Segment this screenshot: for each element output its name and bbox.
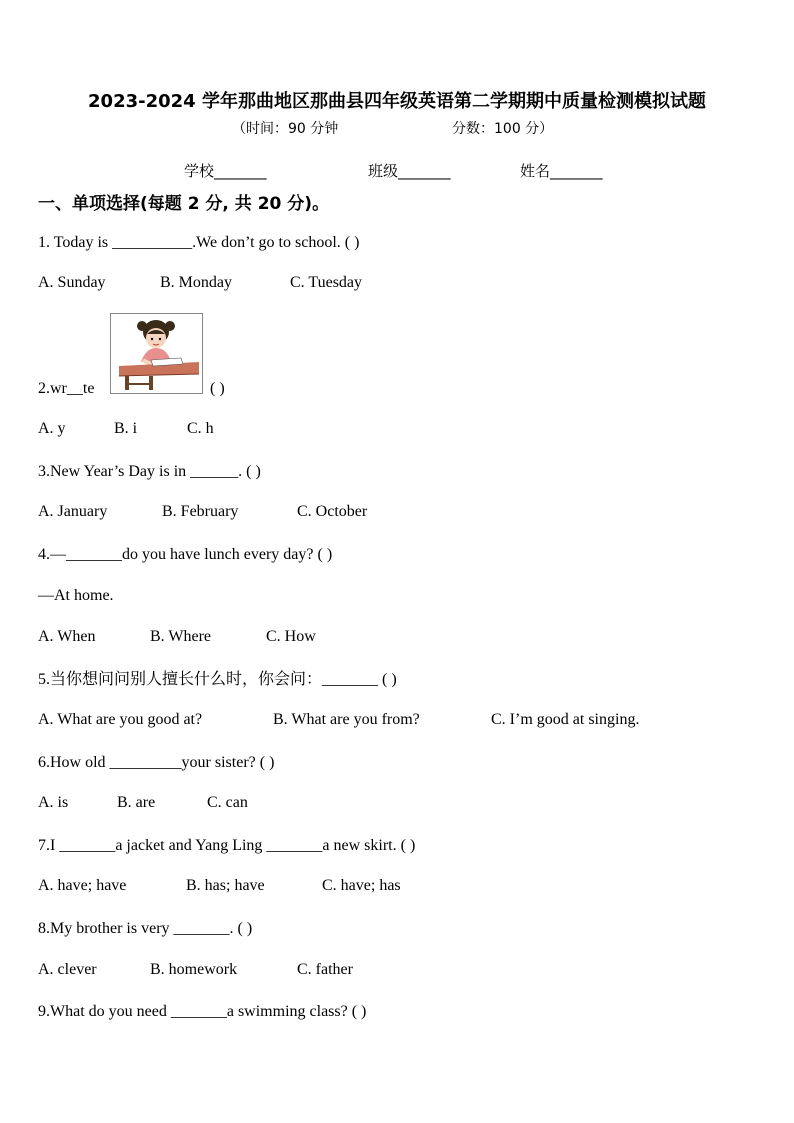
girl-writing-picture: [110, 313, 203, 394]
question-2-paren: ( ): [210, 380, 225, 397]
q2-option-b: B. i: [114, 420, 138, 437]
question-5: 5.当你想问问别人擅长什么时，你会问：_______ ( ): [38, 671, 397, 688]
exam-score: 分数：100 分）: [452, 121, 554, 137]
q1-option-c: C. Tuesday: [290, 274, 363, 291]
q6-option-c: C. can: [207, 794, 248, 811]
q8-option-a: A. clever: [38, 961, 97, 978]
q3-option-b: B. February: [162, 503, 239, 520]
question-4-answer-line: —At home.: [38, 587, 114, 604]
q7-option-a: A. have; have: [38, 877, 127, 894]
exam-time: （时间：90 分钟: [232, 121, 339, 137]
question-6: 6.How old _________your sister? ( ): [38, 754, 275, 771]
section-title: 一、单项选择(每题 2 分, 共 20 分)。: [38, 194, 330, 214]
q5-option-b: B. What are you from?: [273, 711, 420, 728]
exam-title: 2023-2024 学年那曲地区那曲县四年级英语第二学期期中质量检测模拟试题: [88, 91, 706, 112]
q5-option-c: C. I’m good at singing.: [491, 711, 640, 728]
question-3: 3.New Year’s Day is in ______. ( ): [38, 463, 261, 480]
q6-option-b: B. are: [117, 794, 156, 811]
q2-option-c: C. h: [187, 420, 214, 437]
q1-option-a: A. Sunday: [38, 274, 106, 291]
class-field: 班级_______: [368, 162, 451, 180]
q2-option-a: A. y: [38, 420, 66, 437]
q4-option-b: B. Where: [150, 628, 212, 645]
q3-option-a: A. January: [38, 503, 108, 520]
q7-option-c: C. have; has: [322, 877, 401, 894]
question-7: 7.I _______a jacket and Yang Ling _______a new skirt. ( ): [38, 837, 416, 854]
q3-option-c: C. October: [297, 503, 368, 520]
q4-option-c: C. How: [266, 628, 316, 645]
name-field: 姓名_______: [520, 162, 603, 180]
question-9: 9.What do you need _______a swimming class? ( ): [38, 1003, 367, 1020]
question-4: 4.—_______do you have lunch every day? ( ): [38, 546, 333, 563]
q5-option-a: A. What are you good at?: [38, 711, 203, 728]
q1-option-b: B. Monday: [160, 274, 232, 291]
q8-option-b: B. homework: [150, 961, 238, 978]
q4-option-a: A. When: [38, 628, 96, 645]
question-8: 8.My brother is very _______. ( ): [38, 920, 253, 937]
school-field: 学校_______: [184, 162, 267, 180]
question-2-prefix: 2.wr__te: [38, 380, 95, 397]
q7-option-b: B. has; have: [186, 877, 265, 894]
q6-option-a: A. is: [38, 794, 69, 811]
q8-option-c: C. father: [297, 961, 353, 978]
girl-writing-icon: [111, 314, 202, 393]
question-1: 1. Today is __________.We don’t go to school. ( ): [38, 234, 360, 251]
